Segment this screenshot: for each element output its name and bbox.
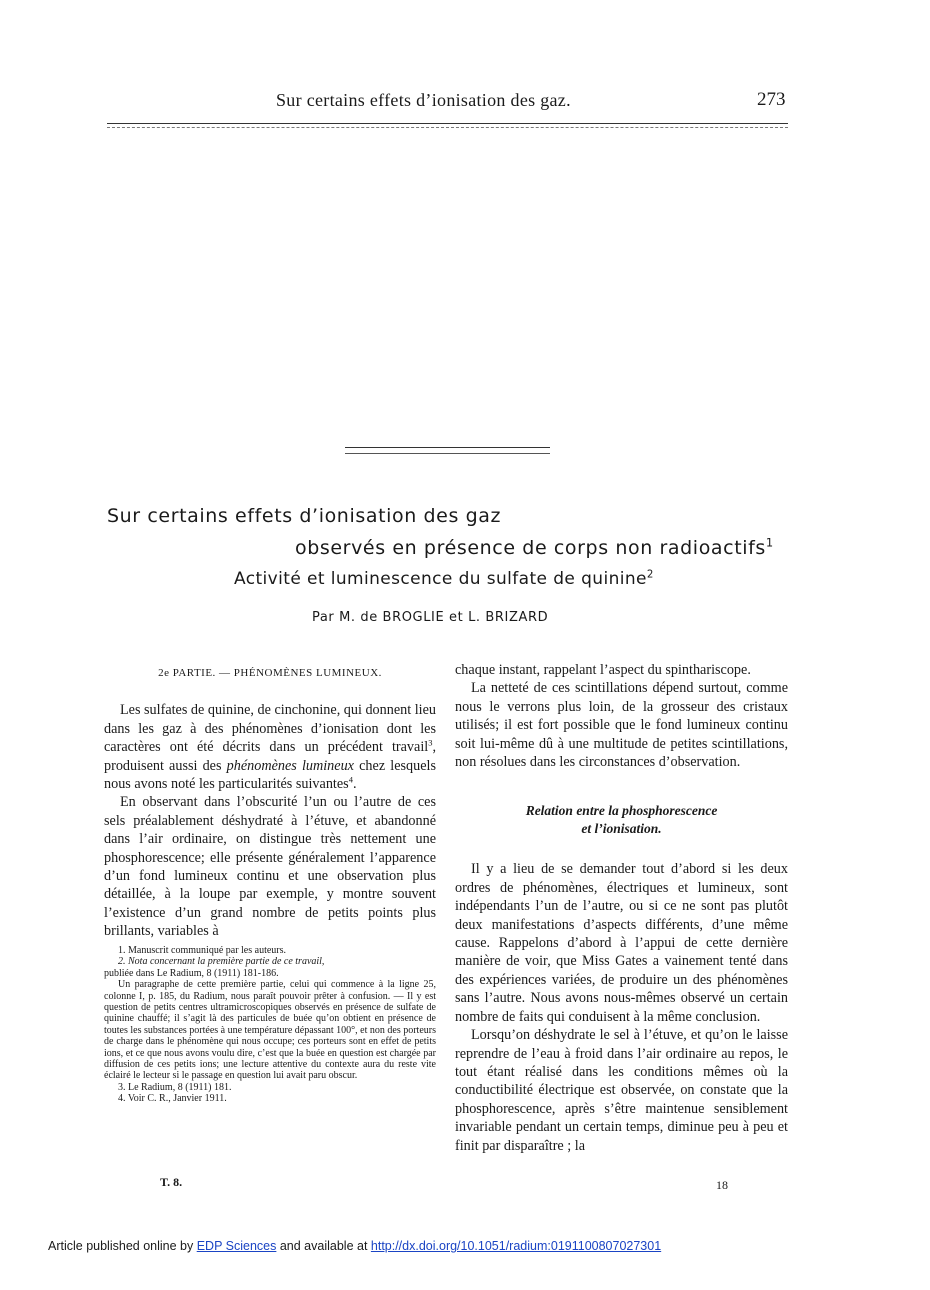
section-heading-line2: et l’ionisation. — [581, 821, 662, 837]
left-p1-italic: phénomènes lumineux — [226, 757, 354, 774]
left-paragraph-1 — [104, 701, 436, 793]
publisher-prefix: Article published online by — [48, 1239, 197, 1253]
footnote-1: 1. Manuscrit communiqué par les auteurs. — [118, 945, 287, 956]
left-p1-d: . — [352, 776, 357, 793]
left-p1-a: Les sulfates de quinine, de cinchonine, qui donnent lieu dans les gaz à des phénomènes d’ionisation dont les caractères ont été décrits dans un précédent travail — [104, 702, 436, 756]
edp-sciences-link[interactable]: EDP Sciences — [196, 1239, 277, 1253]
left-p1-b: , produisent aussi des — [104, 739, 436, 774]
volume-signature: T. 8. — [160, 1175, 183, 1189]
header-rule — [107, 123, 788, 124]
title-line2-text: observés en présence de corps non radioactifs — [295, 537, 766, 559]
publisher-middle: and available at — [276, 1239, 371, 1253]
footnotes — [104, 945, 436, 1105]
section-heading — [455, 802, 788, 838]
sheet-signature: 18 — [716, 1178, 728, 1192]
doi-link[interactable]: http://dx.doi.org/10.1051/radium:0191100807027301 — [370, 1239, 662, 1253]
left-column — [104, 661, 436, 941]
footnote-2-body: Un paragraphe de cette première partie, celui qui commence à la ligne 25, colonne I, p. 185, du Radium, nous paraît pouvoir prêter à confusion. — Il y est question de petits centres ultramicroscopiques observés en présence de sulfate de quinine chauffé; il s’agit là des particules de buée qu’on obtient en présence de toutes les substances portées à une température dépassant 100°, et non des porteurs de charge dans le phénomène qui nous occupe; ces porteurs sont en effet de petits ions, et ce que nous avons voulu dire, c’est que la buée en question est chargée par diffusion de ces petits ions; une lecture attentive du contexte aura du reste vite éclairé le lecteur si le passage en question lui avait paru obscur. — [104, 979, 436, 1082]
footnote-2-head — [104, 956, 436, 967]
footnote-3: 3. Le Radium, 8 (1911) 181. — [118, 1081, 232, 1093]
title-footnote-ref: 1 — [765, 535, 774, 550]
section-heading-line1: Relation entre la phosphorescence — [525, 803, 718, 819]
footnote-2-source: publiée dans Le Radium, 8 (1911) 181-186. — [104, 967, 279, 979]
left-paragraph-2: En observant dans l’obscurité l’un ou l’autre de ces sels préalablement déshydraté à l’étuve, et abandonné dans l’air ordinaire, on distingue très nettement une phosphorescence; elle présente généralement l’apparence d’un fond lumineux continu et une observation plus détaillée, à la loupe par exemple, y montre souvent l’existence d’un grand nombre de petits points plus brillants, variables à — [104, 794, 436, 940]
right-paragraph-4: Lorsqu’on déshydrate le sel à l’étuve, et qu’on le laisse reprendre de l’eau à froid dans l’air ordinaire au repos, le tout étant réalisé dans les conditions mêmes où la conductibilité électrique est observée, on constate que la phosphorescence, après s’être maintenue sensiblement invariable pendant un certain temps, diminue peu à peu et finit par disparaître ; la — [455, 1027, 788, 1154]
publisher-line — [48, 1239, 661, 1253]
title-separator — [345, 447, 550, 448]
article-title-line1: Sur certains effets d’ionisation des gaz — [107, 505, 502, 527]
right-paragraph-2: La netteté de ces scintillations dépend surtout, comme nous le verrons plus loin, de la grosseur des cristaux utilisés; il est fort possible que le fond lumineux continu soit lui-même dû à une multitude de petites scintillations, non résolues dans les circonstances d’observation. — [455, 680, 788, 771]
footnote-ref-4: 4 — [348, 774, 353, 785]
left-p1-c: chez lesquels nous avons noté les particularités suivantes — [104, 757, 436, 793]
footnote-4: 4. Voir C. R., Janvier 1911. — [118, 1093, 227, 1105]
title-separator-secondary — [345, 453, 550, 454]
article-subtitle — [234, 569, 654, 589]
header-rule-secondary — [107, 127, 788, 128]
footnote-ref-3: 3 — [428, 737, 433, 748]
part-heading: 2e PARTIE. — PHÉNOMÈNES LUMINEUX. — [158, 667, 382, 679]
subtitle-footnote-ref: 2 — [646, 569, 654, 581]
running-title: Sur certains effets d’ionisation des gaz. — [276, 90, 571, 110]
page-number: 273 — [757, 89, 786, 110]
right-paragraph-1: chaque instant, rappelant l’aspect du spinthariscope. — [455, 662, 751, 678]
article-authors: Par M. de BROGLIE et L. BRIZARD — [312, 610, 549, 625]
subtitle-text: Activité et luminescence du sulfate de quinine — [234, 569, 647, 589]
article-title-line2 — [295, 537, 774, 559]
right-paragraph-3: Il y a lieu de se demander tout d’abord si les deux ordres de phénomènes, électriques et lumineux, sont indépendants l’un de l’autre, ou si ce ne sont pas plutôt deux manifestations d’aspects différents, d’une même cause. Rappelons d’abord à l’appui de cette dernière manière de voir, que Miss Gates a vainement tenté dans des expériences variées, de produire un des phénomènes sans l’autre. Nous avons nous-mêmes observé un certain nombre de faits qui conduisent à la même conclusion. — [455, 861, 788, 1025]
footnote-2-italic: 2. Nota concernant la première partie de ce travail, — [118, 956, 325, 968]
right-column — [455, 661, 788, 1155]
